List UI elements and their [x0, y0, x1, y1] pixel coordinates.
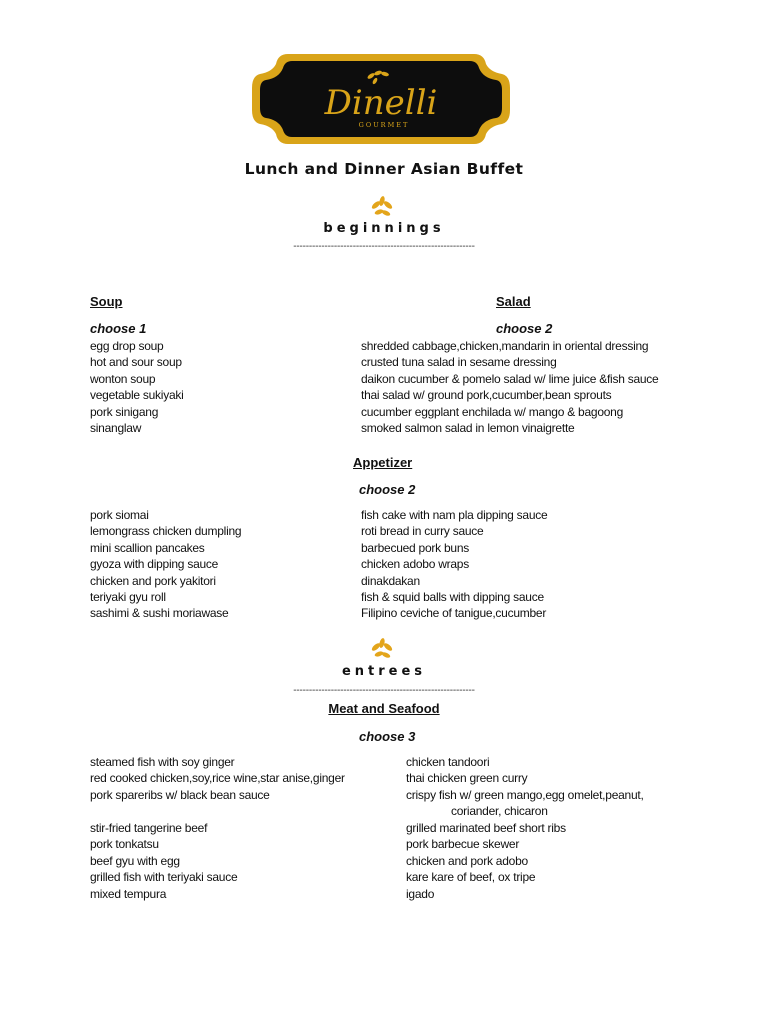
list-item: daikon cucumber & pomelo salad w/ lime juice &fish sauce — [361, 371, 659, 386]
list-item: cucumber eggplant enchilada w/ mango & bagoong — [361, 404, 624, 419]
list-item: fish cake with nam pla dipping sauce — [361, 508, 548, 522]
list-item: mixed tempura — [90, 886, 167, 901]
meat-list-left-top — [90, 754, 345, 803]
list-item: pork tonkatsu — [90, 837, 159, 852]
list-item: teriyaki gyu roll — [90, 590, 166, 605]
list-item: grilled fish with teriyaki sauce — [90, 870, 238, 885]
list-item: kare kare of beef, ox tripe — [406, 870, 536, 885]
list-item: lemongrass chicken dumpling — [90, 524, 242, 539]
list-item: barbecued pork buns — [361, 540, 469, 555]
salad-choose-label: choose 2 — [496, 321, 553, 336]
list-item: chicken tandoori — [406, 755, 490, 769]
list-item: pork spareribs w/ black bean sauce — [90, 787, 270, 802]
list-item: stir-fried tangerine beef — [90, 821, 208, 835]
meat-list-left-bottom — [90, 820, 237, 902]
meat-choose-label: choose 3 — [359, 729, 416, 744]
soup-choose-label: choose 1 — [90, 321, 147, 336]
list-item: chicken and pork yakitori — [90, 573, 216, 588]
meat-list-right-bottom — [406, 820, 566, 902]
list-item: egg drop soup — [90, 339, 164, 353]
divider-line: ---------------------------------------------------------- — [293, 241, 475, 252]
list-item: crusted tuna salad in sesame dressing — [361, 355, 557, 370]
list-item: fish & squid balls with dipping sauce — [361, 590, 544, 605]
list-item: sashimi & sushi moriawase — [90, 606, 229, 621]
list-item: wonton soup — [90, 371, 156, 386]
list-item: dinakdakan — [361, 573, 420, 588]
list-item-continuation: coriander, chicaron — [451, 804, 548, 818]
divider-line: ---------------------------------------------------------- — [293, 685, 475, 696]
list-item: pork sinigang — [90, 404, 159, 419]
list-item: thai chicken green curry — [406, 771, 528, 786]
list-item: roti bread in curry sauce — [361, 524, 484, 539]
list-item: pork barbecue skewer — [406, 837, 520, 852]
list-item: hot and sour soup — [90, 355, 182, 370]
list-item: smoked salmon salad in lemon vinaigrette — [361, 421, 575, 436]
soup-heading: Soup — [90, 294, 123, 309]
list-item: Filipino ceviche of tanigue,cucumber — [361, 606, 547, 621]
appetizer-heading: Appetizer — [353, 455, 413, 470]
list-item: sinanglaw — [90, 421, 142, 436]
olive-leaf-icon — [367, 193, 397, 223]
meat-list-right-top — [406, 754, 644, 803]
salad-heading: Salad — [496, 294, 531, 309]
logo-subtext: GOURMET — [358, 121, 410, 129]
olive-leaf-icon — [367, 635, 397, 665]
list-item: vegetable sukiyaki — [90, 388, 184, 403]
entrees-heading: entrees — [341, 664, 427, 679]
list-item: steamed fish with soy ginger — [90, 755, 235, 769]
list-item: grilled marinated beef short ribs — [406, 821, 566, 835]
soup-list — [90, 338, 184, 436]
list-item: shredded cabbage,chicken,mandarin in oriental dressing — [361, 339, 649, 353]
list-item: crispy fish w/ green mango,egg omelet,peanut, — [406, 787, 644, 802]
salad-list — [361, 338, 658, 436]
list-item: chicken and pork adobo — [406, 853, 528, 868]
list-item: thai salad w/ ground pork,cucumber,bean sprouts — [361, 388, 612, 403]
beginnings-heading: beginnings — [323, 221, 445, 236]
list-item: chicken adobo wraps — [361, 557, 469, 572]
menu-title: Lunch and Dinner Asian Buffet — [244, 160, 524, 178]
appetizer-list-left — [90, 507, 241, 622]
list-item: gyoza with dipping sauce — [90, 557, 219, 572]
list-item: mini scallion pancakes — [90, 540, 205, 555]
list-item: beef gyu with egg — [90, 853, 180, 868]
appetizer-list-right — [361, 507, 547, 622]
dinelli-gourmet-logo — [248, 48, 514, 150]
logo-wordmark: Dinelli — [324, 83, 438, 123]
list-item: pork siomai — [90, 508, 149, 522]
list-item: red cooked chicken,soy,rice wine,star anise,ginger — [90, 771, 345, 786]
list-item: igado — [406, 886, 435, 901]
appetizer-choose-label: choose 2 — [359, 482, 416, 497]
meat-seafood-heading: Meat and Seafood — [328, 701, 440, 716]
